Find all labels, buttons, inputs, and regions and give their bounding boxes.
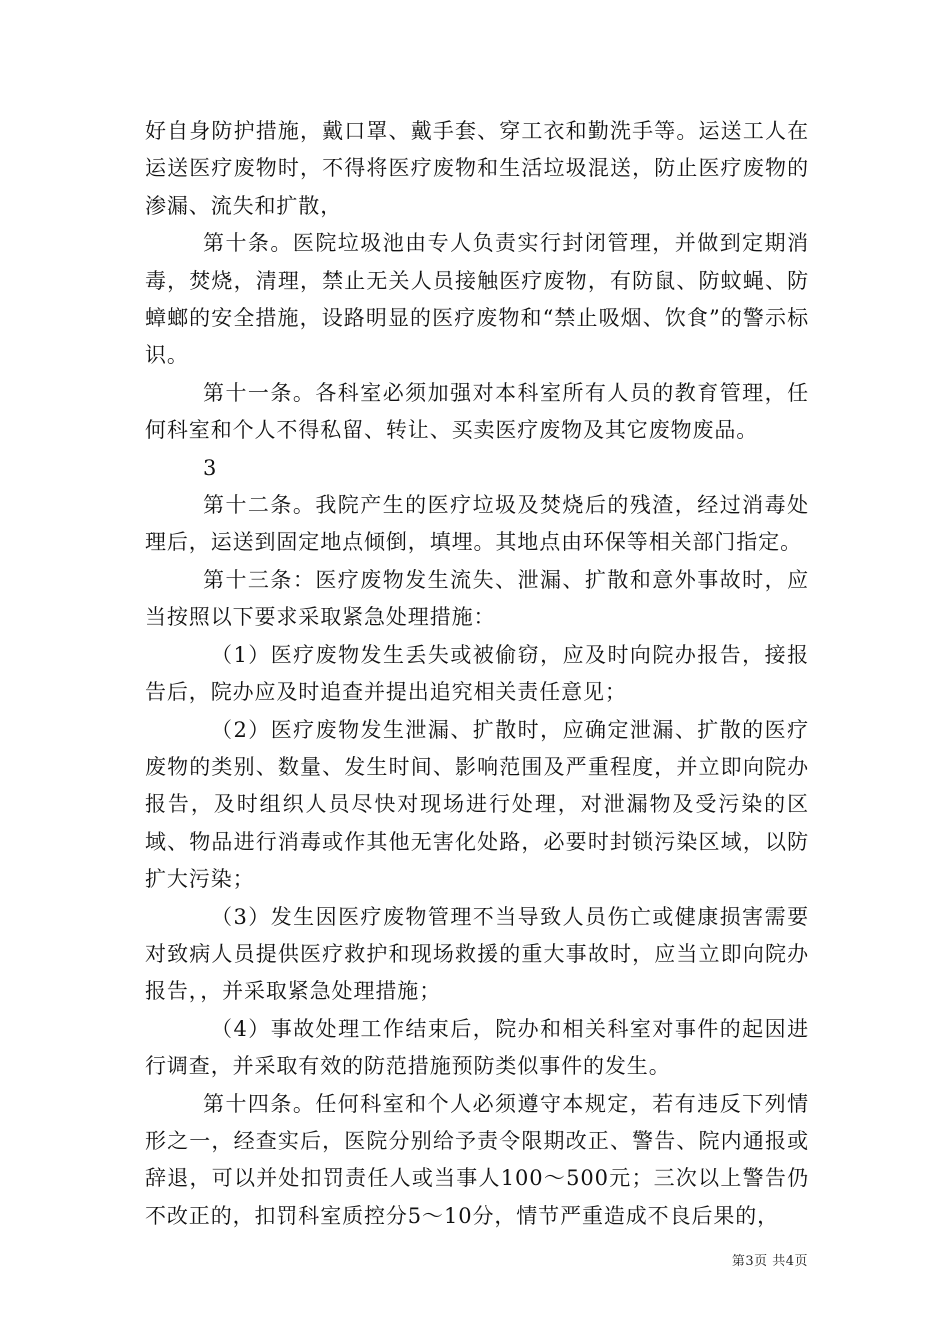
paragraph-article-12: 第十二条。我院产生的医疗垃圾及焚烧后的残渣，经过消毒处理后，运送到固定地点倾倒，填埋。其地点由环保等相关部门指定。 [145,493,809,555]
page-footer: 第3页 共4页 [731,1254,808,1269]
list-item-4: （4）事故处理工作结束后，院办和相关科室对事件的起因进行调查，并采取有效的防范措施预防类似事件的发生。 [145,1016,809,1079]
paragraph-article-11: 第十一条。各科室必须加强对本科室所有人员的教育管理，任何科室和个人不得私留、转让、买卖医疗废物及其它废物废品。 [145,380,809,443]
list-item-2: （2）医疗废物发生泄漏、扩散时，应确定泄漏、扩散的医疗废物的类别、数量、发生时间、影响范围及严重程度，并立即向院办报告，及时组织人员尽快对现场进行处理，对泄漏物及受污染的区域、物品进行消毒或作其他无害化处路，必要时封锁污染区域，以防扩大污染； [145,717,809,892]
document-body [145,113,809,1235]
list-item-1: （1）医疗废物发生丢失或被偷窃，应及时向院办报告，接报告后，院办应及时追查并提出追究相关责任意见； [145,642,809,705]
stray-page-number: 3 [203,455,218,480]
list-item-3: （3）发生因医疗废物管理不当导致人员伤亡或健康损害需要对致病人员提供医疗救护和现场救援的重大事故时，应当立即向院办报告，，并采取紧急处理措施； [145,904,809,1004]
paragraph-article-13: 第十三条：医疗废物发生流失、泄漏、扩散和意外事故时，应当按照以下要求采取紧急处理措施： [145,567,809,630]
paragraph-article-14: 第十四条。任何科室和个人必须遵守本规定，若有违反下列情形之一，经查实后，医院分别给予责令限期改正、警告、院内通报或辞退，可以并处扣罚责任人或当事人100～500元；三次以上警告仍不改正的，扣罚科室质控分5～10分，情节严重造成不良后果的， [145,1091,809,1228]
paragraph-article-10: 第十条。医院垃圾池由专人负责实行封闭管理，并做到定期消毒，焚烧，清理，禁止无关人员接触医疗废物，有防鼠、防蚊蝇、防蟑螂的安全措施，设路明显的医疗废物和“禁止吸烟、饮食”的警示标识。 [145,231,809,368]
paragraph-protection-continued: 好自身防护措施，戴口罩、戴手套、穿工衣和勤洗手等。运送工人在运送医疗废物时，不得将医疗废物和生活垃圾混送，防止医疗废物的渗漏、流失和扩散， [145,119,809,218]
